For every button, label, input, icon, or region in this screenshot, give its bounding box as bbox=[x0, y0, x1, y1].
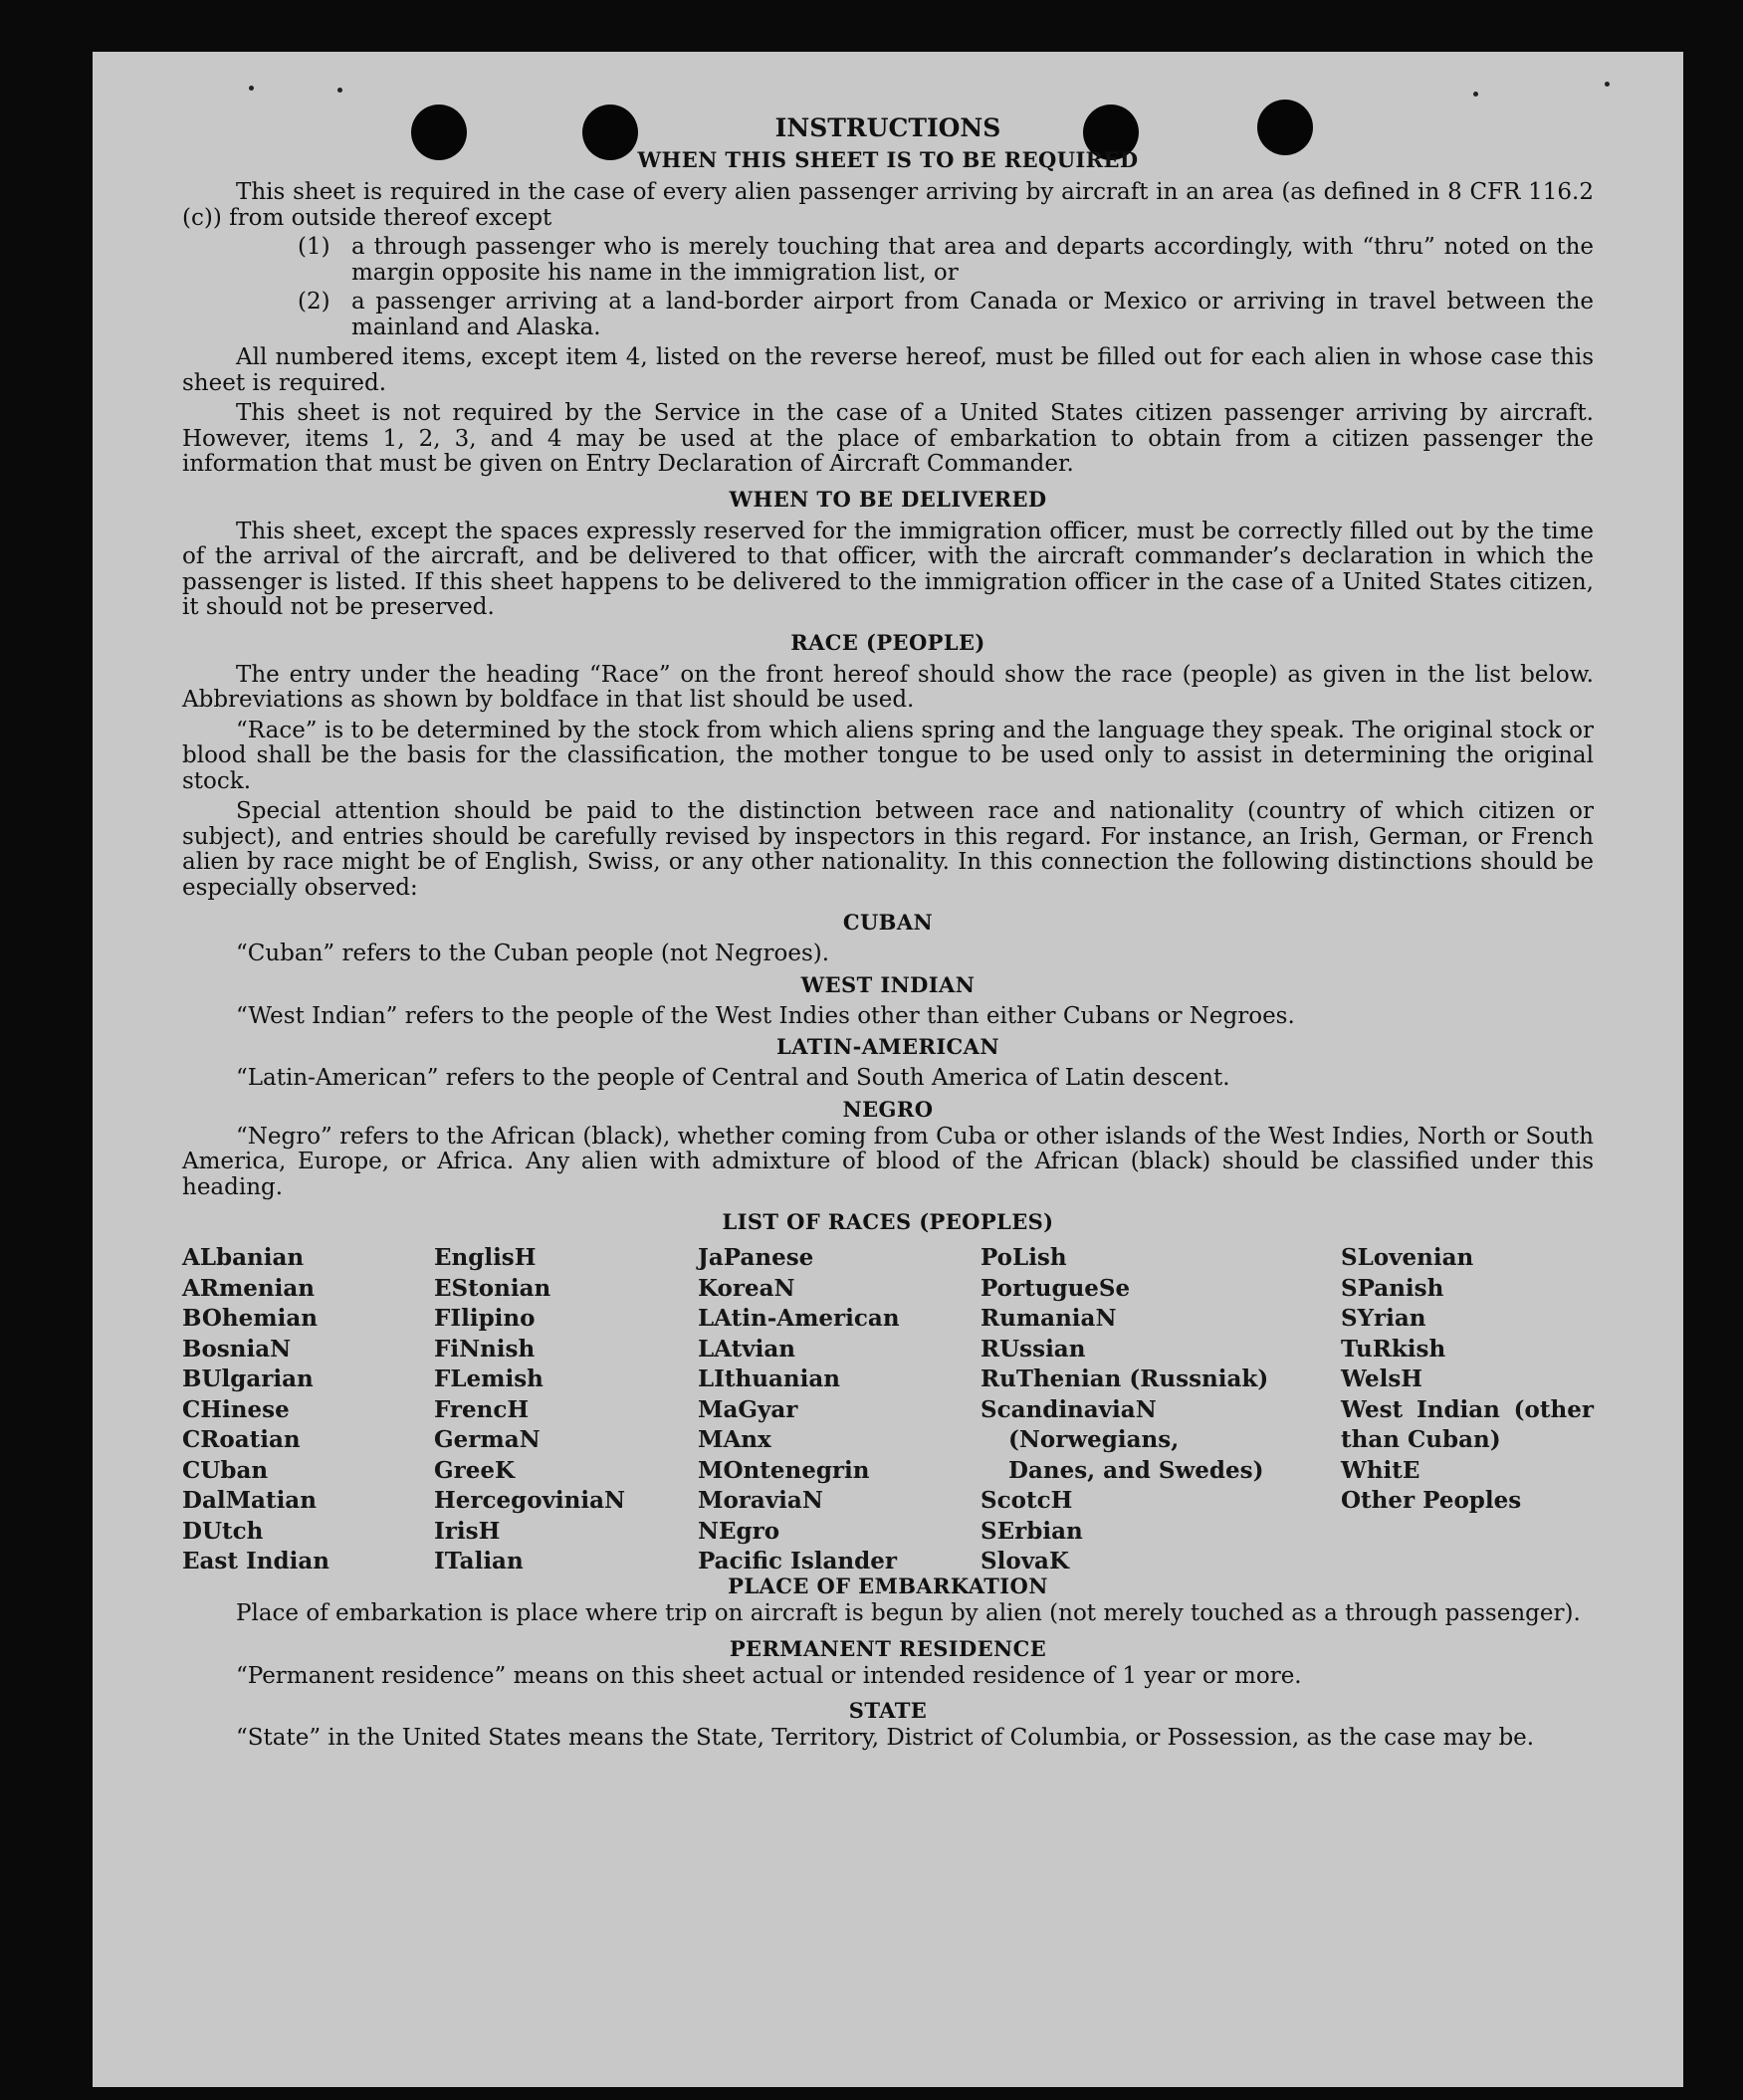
race-entry: MAnx bbox=[698, 1426, 771, 1453]
speck bbox=[1605, 82, 1610, 87]
race-entry: FiNnish bbox=[434, 1335, 536, 1363]
page-title: INSTRUCTIONS bbox=[774, 113, 1001, 142]
race-entry: CRoatian bbox=[182, 1426, 301, 1453]
race-entry: IrisH bbox=[434, 1517, 501, 1545]
race-entry: Pacific Islander bbox=[698, 1548, 897, 1575]
race-entry: NEgro bbox=[698, 1517, 780, 1545]
race-entry: RumaniaN bbox=[980, 1305, 1117, 1332]
cuban-definition: “Cuban” refers to the Cuban people (not Negroes). bbox=[236, 941, 830, 966]
race-entry: HercegoviniaN bbox=[434, 1487, 626, 1514]
races-column-4 bbox=[980, 1243, 1269, 1577]
exception-item bbox=[298, 235, 1594, 286]
exception-item-text: a through passenger who is merely touching that area and departs accordingly, with “thru” noted on the margin opposite his name in the immigration list, or bbox=[351, 234, 1594, 286]
race-entry: ALbanian bbox=[182, 1244, 305, 1271]
races-column-3 bbox=[698, 1243, 900, 1577]
race-paragraph-2: “Race” is to be determined by the stock from which aliens spring and the language they speak. The original stock or blood shall be the basis for the classification, the mother tongue to be used only to assist in determining the original stock. bbox=[182, 717, 1594, 794]
residence-definition: “Permanent residence” means on this sheet actual or intended residence of 1 year or more. bbox=[236, 1662, 1302, 1689]
latin-american-definition: “Latin-American” refers to the people of Central and South America of Latin descent. bbox=[236, 1065, 1230, 1091]
races-list bbox=[182, 1243, 1594, 1575]
heading-race: RACE (PEOPLE) bbox=[790, 629, 985, 655]
races-column-5 bbox=[1341, 1243, 1594, 1517]
race-entry: ITalian bbox=[434, 1548, 524, 1575]
race-entry: SlovaK bbox=[980, 1548, 1069, 1575]
heading-negro: NEGRO bbox=[842, 1096, 934, 1122]
required-paragraph-1: This sheet is required in the case of every alien passenger arriving by aircraft in an area (as defined in 8 CFR 116.2 (c)) from outside thereof except bbox=[182, 179, 1594, 231]
race-entry: West Indian (other than Cuban) bbox=[1341, 1395, 1594, 1453]
race-entry: DUtch bbox=[182, 1517, 264, 1545]
race-entry: East Indian bbox=[182, 1548, 329, 1575]
heading-when-delivered: WHEN TO BE DELIVERED bbox=[729, 486, 1047, 512]
race-entry: MaGyar bbox=[698, 1395, 798, 1423]
race-entry: BUlgarian bbox=[182, 1365, 314, 1392]
race-entry: MoraviaN bbox=[698, 1487, 823, 1514]
required-paragraph-3: This sheet is not required by the Service in the case of a United States citizen passenger arriving by aircraft. However, items 1, 2, 3, and 4 may be used at the place of embarkation to obtain from a citizen passenger the information that must be given on Entry Declaration of Aircraft Commander. bbox=[182, 400, 1594, 477]
race-entry: CUban bbox=[182, 1456, 269, 1484]
race-entry: WelsH bbox=[1341, 1365, 1423, 1392]
required-paragraph-2: All numbered items, except item 4, listed on the reverse hereof, must be filled out for each alien in whose case this sheet is required. bbox=[182, 344, 1594, 396]
race-entry: ScandinaviaN (Norwegians, Danes, and Swedes) bbox=[980, 1395, 1264, 1484]
race-entry: FrencH bbox=[434, 1395, 530, 1423]
race-entry: GermaN bbox=[434, 1426, 541, 1453]
race-paragraph-1: The entry under the heading “Race” on the front hereof should show the race (people) as given in the list below. Abbreviations as shown by boldface in that list should be used. bbox=[182, 661, 1594, 713]
heading-permanent-residence: PERMANENT RESIDENCE bbox=[729, 1635, 1047, 1661]
heading-state: STATE bbox=[848, 1698, 928, 1723]
race-entry: DalMatian bbox=[182, 1487, 317, 1514]
races-column-1 bbox=[182, 1243, 329, 1577]
race-entry: EnglisH bbox=[434, 1244, 537, 1271]
exception-item bbox=[298, 290, 1594, 340]
race-entry: CHinese bbox=[182, 1395, 290, 1423]
heading-west-indian: WEST INDIAN bbox=[800, 971, 976, 997]
race-entry: MOntenegrin bbox=[698, 1456, 870, 1484]
speck bbox=[337, 88, 342, 93]
races-column-2 bbox=[434, 1243, 625, 1577]
race-entry: LAtvian bbox=[698, 1335, 795, 1363]
race-entry: SYrian bbox=[1341, 1305, 1426, 1332]
document-page bbox=[93, 52, 1683, 2087]
race-entry: WhitE bbox=[1341, 1456, 1420, 1484]
race-entry: RuThenian (Russniak) bbox=[980, 1365, 1269, 1392]
race-entry: BOhemian bbox=[182, 1305, 318, 1332]
heading-cuban: CUBAN bbox=[842, 910, 934, 935]
race-entry: LAtin-American bbox=[698, 1305, 900, 1332]
race-entry: PoLish bbox=[980, 1244, 1067, 1271]
race-entry: GreeK bbox=[434, 1456, 516, 1484]
negro-definition: “Negro” refers to the African (black), whether coming from Cuba or other islands of the West Indies, North or South America, Europe, or Africa. Any alien with admixture of blood of the African (black) should be classified under this heading. bbox=[182, 1123, 1594, 1200]
exception-item-number: (1) bbox=[298, 234, 330, 260]
race-entry: EStonian bbox=[434, 1274, 551, 1302]
west-indian-definition: “West Indian” refers to the people of the West Indies other than either Cubans or Negroes. bbox=[236, 1002, 1295, 1029]
race-entry: BosniaN bbox=[182, 1335, 292, 1363]
race-entry: ScotcH bbox=[980, 1487, 1073, 1514]
race-entry: TuRkish bbox=[1341, 1335, 1446, 1363]
race-entry: JaPanese bbox=[698, 1244, 814, 1271]
speck bbox=[249, 86, 254, 91]
state-definition: “State” in the United States means the State, Territory, District of Columbia, or Possession, as the case may be. bbox=[236, 1725, 1535, 1751]
heading-list-of-races: LIST OF RACES (PEOPLES) bbox=[722, 1209, 1054, 1234]
heading-place-of-embarkation: PLACE OF EMBARKATION bbox=[728, 1574, 1048, 1598]
delivered-paragraph: This sheet, except the spaces expressly reserved for the immigration officer, must be correctly filled out by the time of the arrival of the aircraft, and be delivered to that officer, with the aircraft commander’s declaration in which the passenger is listed. If this sheet happens to be delivered to the immigration officer in the case of a United States citizen, it should not be preserved. bbox=[182, 518, 1594, 620]
exception-item-text: a passenger arriving at a land-border airport from Canada or Mexico or arriving in travel between the mainland and Alaska. bbox=[351, 289, 1594, 340]
race-entry: SLovenian bbox=[1341, 1244, 1474, 1271]
exception-item-number: (2) bbox=[298, 289, 330, 315]
race-entry: FIlipino bbox=[434, 1305, 536, 1332]
race-entry: ARmenian bbox=[182, 1274, 316, 1302]
race-paragraph-3: Special attention should be paid to the distinction between race and nationality (country of which citizen or subject), and entries should be carefully revised by inspectors in this regard. For instance, an Irish, German, or French alien by race might be of English, Swiss, or any other nationality. In this connection the following distinctions should be especially observed: bbox=[182, 798, 1594, 901]
instructions-content bbox=[182, 111, 1594, 1752]
race-entry: PortugueSe bbox=[980, 1274, 1131, 1302]
race-entry: Other Peoples bbox=[1341, 1487, 1522, 1514]
speck bbox=[1473, 92, 1478, 97]
race-entry: SErbian bbox=[980, 1517, 1083, 1545]
heading-latin-american: LATIN-AMERICAN bbox=[776, 1034, 999, 1059]
race-entry: SPanish bbox=[1341, 1274, 1444, 1302]
race-entry: RUssian bbox=[980, 1335, 1086, 1363]
race-entry: KoreaN bbox=[698, 1274, 795, 1302]
race-entry: FLemish bbox=[434, 1365, 544, 1392]
heading-when-required: WHEN THIS SHEET IS TO BE REQUIRED bbox=[637, 147, 1139, 172]
race-entry: LIthuanian bbox=[698, 1365, 840, 1392]
embarkation-definition: Place of embarkation is place where trip on aircraft is begun by alien (not merely touched as a through passenger). bbox=[236, 1600, 1581, 1626]
